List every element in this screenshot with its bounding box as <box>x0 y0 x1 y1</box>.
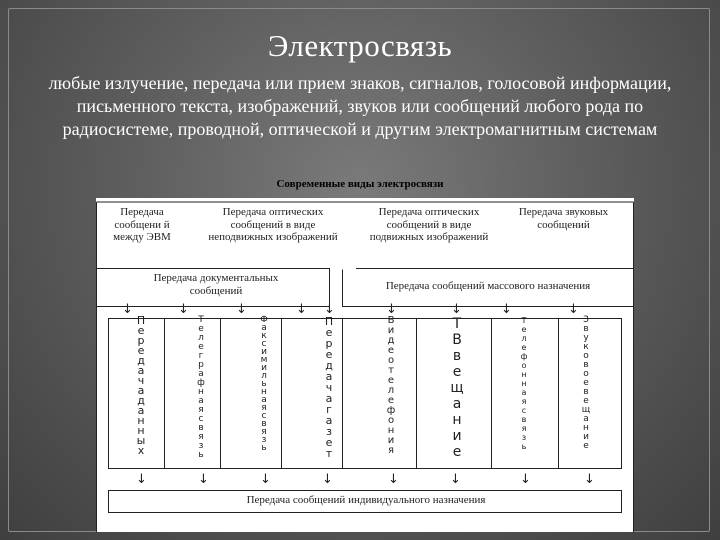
arrow-bottom-4: ↓ <box>322 472 333 487</box>
column-letter: е <box>137 344 145 357</box>
column-letter: р <box>137 334 145 347</box>
header-computers: Передача сообщени й между ЭВМ <box>113 206 171 243</box>
column-letter: я <box>521 424 527 433</box>
column-letter: а <box>261 323 267 333</box>
column-telephone <box>514 316 534 451</box>
column-letter: а <box>137 364 145 377</box>
column-letter: н <box>137 414 145 427</box>
documentary-box-label: Передача документальных сообщений <box>153 272 279 297</box>
column-letter: л <box>387 385 395 396</box>
column-letter: е <box>198 324 204 334</box>
column-letter: с <box>198 414 204 424</box>
column-letter: т <box>388 365 394 376</box>
column-data-transfer <box>126 316 156 456</box>
arrow-top-5: ↓ <box>324 302 335 317</box>
bottom-box-label: Передача сообщений индивидуального назначения <box>246 494 486 506</box>
header-sound: Передача звуковых сообщений <box>518 206 609 231</box>
column-letter: д <box>137 354 145 367</box>
slide-title: Электросвязь <box>267 28 453 63</box>
column-letter: н <box>261 387 267 397</box>
column-letter: и <box>452 428 462 444</box>
column-letter: а <box>325 414 333 427</box>
column-videophone <box>376 316 406 456</box>
arrow-bottom-5: ↓ <box>388 472 399 487</box>
column-letter: в <box>261 419 267 429</box>
column-letter: ф <box>197 378 205 388</box>
column-letter: ь <box>261 443 267 453</box>
column-letter: в <box>198 423 204 433</box>
column-letter: л <box>198 333 204 343</box>
column-letter: е <box>137 324 145 337</box>
column-letter: я <box>261 427 267 437</box>
column-letter: щ <box>581 405 591 415</box>
column-letter: а <box>325 392 333 405</box>
column-letter: а <box>261 395 267 405</box>
column-letter: х <box>137 444 145 457</box>
column-letter: е <box>583 441 589 451</box>
column-letter: с <box>521 406 527 415</box>
column-letter: н <box>137 424 145 437</box>
arrow-top-3: ↓ <box>236 302 247 317</box>
column-sound-broadcast <box>576 316 596 451</box>
column-letter: В <box>452 332 462 348</box>
column-letter: к <box>583 342 589 352</box>
mass-box-label: Передача сообщений массового назначения <box>385 280 591 292</box>
column-letter: е <box>521 325 527 334</box>
column-letter: З <box>583 315 589 325</box>
column-letter: з <box>326 425 332 438</box>
column-letter: о <box>387 415 395 426</box>
column-letter: я <box>198 432 204 442</box>
column-letter: Т <box>452 316 462 332</box>
column-letter: е <box>325 326 333 339</box>
column-letter: у <box>583 333 589 343</box>
column-letter: е <box>325 436 333 449</box>
column-letter: и <box>387 325 395 336</box>
column-letter: н <box>198 387 204 397</box>
column-letter: л <box>261 371 267 381</box>
arrow-top-1: ↓ <box>122 302 133 317</box>
column-letter: е <box>387 345 395 356</box>
column-newspapers <box>314 316 344 459</box>
column-letter: и <box>583 432 589 442</box>
column-letter: г <box>326 403 332 416</box>
column-letter: е <box>198 342 204 352</box>
column-letter: и <box>261 347 267 357</box>
arrow-top-9: ↓ <box>568 302 579 317</box>
column-letter: е <box>325 348 333 361</box>
column-letter: ь <box>261 379 267 389</box>
arrow-bottom-2: ↓ <box>198 472 209 487</box>
column-letter: а <box>198 369 204 379</box>
column-letter: е <box>452 364 462 380</box>
column-letter: н <box>521 370 527 379</box>
column-letter: В <box>387 315 395 326</box>
column-letter: з <box>198 441 204 451</box>
column-letter: е <box>387 395 395 406</box>
column-letter: П <box>324 315 334 328</box>
column-letter: Ф <box>260 315 268 325</box>
column-letter: м <box>260 355 268 365</box>
column-letter: я <box>387 445 394 456</box>
column-letter: н <box>521 379 527 388</box>
header-still-images: Передача оптических сообщений в виде неподвижных изображений <box>208 206 338 243</box>
column-letter: П <box>136 314 146 327</box>
arrow-top-2: ↓ <box>178 302 189 317</box>
column-letter: в <box>452 348 462 364</box>
column-letter: а <box>521 388 527 397</box>
column-facsimile <box>254 316 274 452</box>
column-letter: Т <box>521 316 527 325</box>
arrow-top-7: ↓ <box>451 302 462 317</box>
column-letter: з <box>521 433 527 442</box>
column-letter: а <box>325 370 333 383</box>
column-letter: е <box>387 375 395 386</box>
column-letter: д <box>387 335 395 346</box>
column-letter: ф <box>520 352 528 361</box>
column-letter: в <box>583 324 589 334</box>
column-telegraph <box>191 316 211 460</box>
column-letter: н <box>452 412 462 428</box>
column-letter: с <box>261 411 267 421</box>
column-letter: и <box>261 363 267 373</box>
column-letter: н <box>583 423 589 433</box>
column-letter: д <box>325 359 333 372</box>
column-letter: а <box>583 414 589 424</box>
column-letter: а <box>137 404 145 417</box>
column-letter: е <box>583 396 589 406</box>
column-letter: з <box>261 435 267 445</box>
arrow-bottom-3: ↓ <box>260 472 271 487</box>
column-letter: я <box>261 403 267 413</box>
column-letter: ф <box>386 405 396 416</box>
column-letter: я <box>521 397 527 406</box>
column-tv-broadcast <box>442 316 472 460</box>
column-letter: о <box>583 351 589 361</box>
column-letter: в <box>521 415 527 424</box>
column-letter: в <box>583 387 589 397</box>
column-letter: а <box>137 384 145 397</box>
column-letter: л <box>521 334 527 343</box>
column-letter: а <box>452 396 462 412</box>
diagram-lines <box>96 198 634 532</box>
column-letter: е <box>452 444 462 460</box>
arrow-top-4: ↓ <box>296 302 307 317</box>
column-letter: ь <box>521 442 527 451</box>
column-letter: е <box>583 378 589 388</box>
slide-subtitle: любые излучение, передача или прием знаков, сигналов, голосовой информации, письменного текста, изображений, звуков или сообщений любого рода по радиосистеме, проводной, оптической и другим электромагнитным системам <box>48 73 672 139</box>
column-letter: с <box>261 339 267 349</box>
column-letter: а <box>198 396 204 406</box>
arrow-top-6: ↓ <box>386 302 397 317</box>
column-letter: ы <box>136 434 146 447</box>
header-moving-images: Передача оптических сообщений в виде подвижных изображений <box>369 206 489 243</box>
column-letter: ь <box>198 450 204 460</box>
column-letter: и <box>387 435 395 446</box>
column-letter: я <box>198 405 204 415</box>
column-letter: р <box>325 337 333 350</box>
column-letter: о <box>583 369 589 379</box>
column-letter: е <box>521 343 527 352</box>
column-letter: к <box>261 331 267 341</box>
column-letter: н <box>387 425 395 436</box>
column-letter: Т <box>198 315 204 325</box>
figure-caption: Современные виды электросвязи <box>276 178 444 190</box>
column-letter: о <box>521 361 527 370</box>
column-letter: о <box>387 355 395 366</box>
column-letter: в <box>583 360 589 370</box>
column-letter: щ <box>450 380 464 396</box>
column-letter: д <box>137 394 145 407</box>
column-letter: т <box>325 447 333 460</box>
arrow-top-8: ↓ <box>501 302 512 317</box>
arrow-bottom-7: ↓ <box>520 472 531 487</box>
column-letter: г <box>198 351 204 361</box>
arrow-bottom-8: ↓ <box>584 472 595 487</box>
column-letter: ч <box>325 381 333 394</box>
arrow-bottom-1: ↓ <box>136 472 147 487</box>
arrow-bottom-6: ↓ <box>450 472 461 487</box>
column-letter: ч <box>137 374 145 387</box>
telecom-diagram <box>96 198 634 532</box>
column-letter: р <box>198 360 204 370</box>
